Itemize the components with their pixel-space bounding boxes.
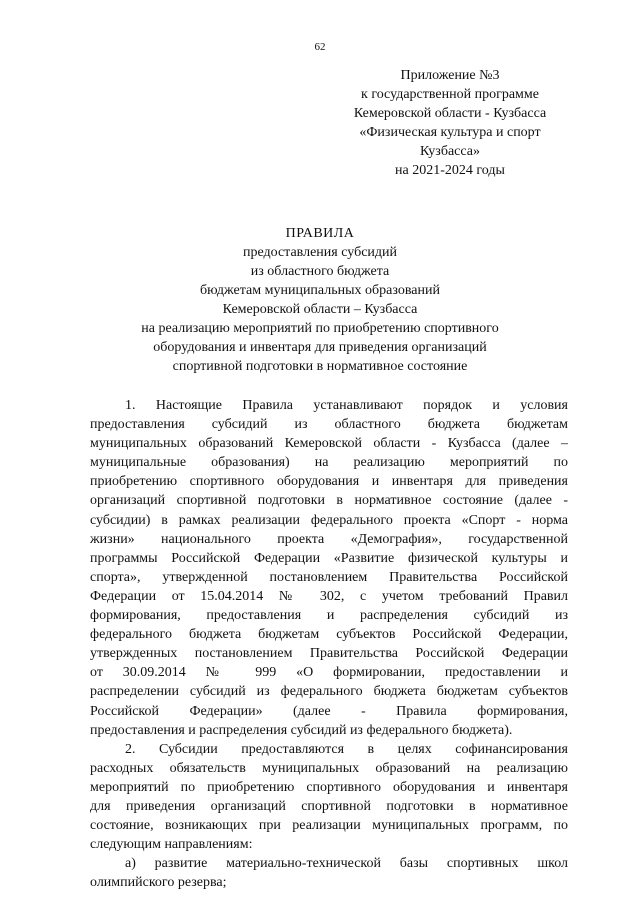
paragraph-line: Российской Федерации» (далее - Правила формирования, [90,703,568,719]
paragraph [90,740,568,855]
paragraph-line: формирования, предоставления и распределения субсидий из [90,608,568,624]
paragraph-line: 1. Настоящие Правила устанавливают порядок и условия [125,398,568,413]
paragraph-line: муниципальных образований Кемеровской области - Кузбасса (далее – [90,436,568,452]
body-text [90,396,568,892]
rules-heading: ПРАВИЛА [285,226,355,241]
rules-title-line: бюджетам муниципальных образований [200,283,440,298]
paragraph-line: олимпийского резерва; [90,875,227,891]
paragraph-line: жизни» национального проекта «Демография», государственной [90,531,568,547]
paragraph-line: состояние, возникающих при реализации муниципальных программ, по [90,818,568,834]
paragraph-line: от 30.09.2014 № 999 «О формировании, предоставлении и [90,665,568,681]
paragraph-line: приобретению спортивного оборудования и инвентаря для приведения [90,474,568,490]
paragraph-line: расходных обязательств муниципальных образований на реализацию [90,760,568,776]
paragraph-line: для приведения организаций спортивной подготовки в нормативное [90,798,568,814]
rules-title-line: спортивной подготовки в нормативное состояние [172,359,468,374]
appendix-line: к государственной программе [361,87,539,102]
paragraph-line: муниципальные образования) на реализацию мероприятий по [90,455,568,471]
paragraph-line: субсидии) в рамках реализации федерального проекта «Спорт - норма [90,512,568,528]
page-number: 62 [314,41,326,53]
rules-title-line: из областного бюджета [250,264,390,279]
appendix-line: Приложение №3 [400,68,500,83]
paragraph-line: предоставления субсидий из областного бюджета бюджетам [90,417,568,433]
paragraph-line: утвержденных постановлением Правительства Российской Федерации [90,646,568,662]
appendix-header [330,66,570,180]
paragraph-line: а) развитие материально-технической базы спортивных школ [125,856,568,872]
rules-title-line: оборудования и инвентаря для приведения организаций [153,340,487,355]
rules-title-line: Кемеровской области – Кузбасса [222,302,418,317]
paragraph-line: предоставления и распределения субсидий из федерального бюджета). [90,722,513,738]
paragraph [90,854,568,892]
appendix-line: «Физическая культура и спорт [359,125,541,140]
paragraph-line: распределении субсидий из федерального бюджета бюджетам субъектов [90,684,568,700]
rules-title-line: на реализацию мероприятий по приобретению спортивного [141,321,499,336]
paragraph-line: 2. Субсидии предоставляются в целях софинансирования [125,741,568,757]
paragraph-line: спорта», утвержденной постановлением Правительства Российской [90,569,568,585]
paragraph-line: федерального бюджета бюджетам субъектов Российской Федерации, [90,627,568,643]
paragraph [90,396,568,740]
appendix-line: Кузбасса» [420,144,480,159]
appendix-line: Кемеровской области - Кузбасса [353,106,547,121]
paragraph-line: организаций спортивной подготовки в нормативное состояние (далее - [90,493,568,509]
paragraph-line: программы Российской Федерации «Развитие физической культуры и [90,550,568,566]
appendix-line: на 2021-2024 годы [395,163,505,178]
rules-title-line: предоставления субсидий [242,245,398,260]
paragraph-line: мероприятий по приобретению спортивного оборудования и инвентаря [90,779,568,795]
paragraph-line: следующим направлениям: [90,837,253,853]
rules-title [0,224,640,376]
paragraph-line: Федерации от 15.04.2014 № 302, с учетом требований Правил [90,588,568,604]
